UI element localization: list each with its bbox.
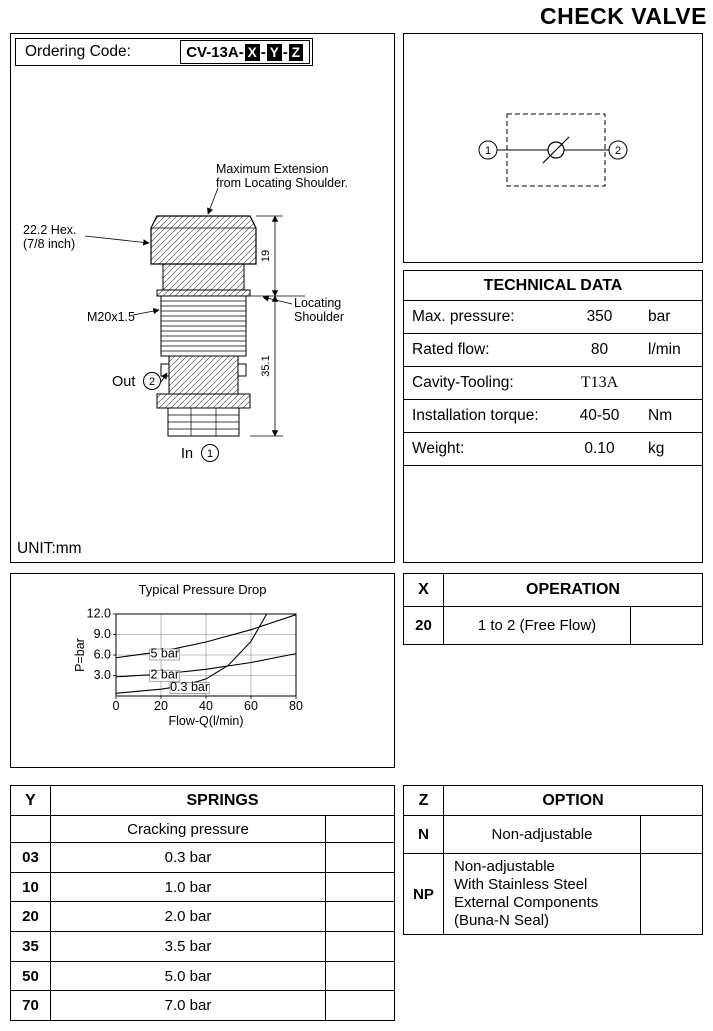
valve-out-port <box>161 364 169 376</box>
table-row <box>11 991 394 1020</box>
option-title: OPTION <box>542 791 604 809</box>
in-label: In <box>181 446 194 462</box>
svg-text:60: 60 <box>244 699 258 713</box>
chart-title: Typical Pressure Drop <box>138 582 267 597</box>
springs-table <box>10 785 395 1021</box>
spring-code: 35 <box>11 932 51 961</box>
technical-data-title: TECHNICAL DATA <box>404 271 702 301</box>
svg-text:12.0: 12.0 <box>86 606 111 621</box>
empty-cell <box>326 816 394 842</box>
annotation-max-extension: Maximum Extension <box>216 162 329 176</box>
empty-cell <box>326 843 394 872</box>
svg-text:80: 80 <box>289 699 303 713</box>
option-desc: Non-adjustable <box>444 816 641 853</box>
operation-table <box>403 573 703 645</box>
tech-label: Installation torque: <box>412 407 539 424</box>
spring-value: 2.0 bar <box>51 902 326 931</box>
technical-data-table <box>403 270 703 563</box>
svg-text:Flow-Q(l/min): Flow-Q(l/min) <box>168 714 244 728</box>
springs-code-column-header: Y <box>11 786 51 815</box>
annotation-shoulder: Shoulder <box>294 310 345 324</box>
valve-neck <box>163 264 244 290</box>
table-row <box>404 816 702 854</box>
annotation-locating: Locating <box>294 296 342 310</box>
option-desc <box>444 854 641 934</box>
annotation-hex-2: (7/8 inch) <box>23 237 76 251</box>
annotation-hex: 22.2 Hex. <box>23 223 77 237</box>
spring-code: 50 <box>11 962 51 991</box>
svg-text:20: 20 <box>154 699 168 713</box>
spring-code: 10 <box>11 873 51 902</box>
valve-locating-shoulder <box>157 290 250 296</box>
operation-title: OPERATION <box>526 581 620 598</box>
svg-text:40: 40 <box>199 699 213 713</box>
option-desc-line: Non-adjustable <box>454 858 555 875</box>
operation-code-column-header: X <box>404 574 444 606</box>
empty-cell <box>641 816 702 853</box>
tech-label: Cavity-Tooling: <box>412 374 514 391</box>
dimension-35-1-label: 35.1 <box>260 355 272 377</box>
springs-subheader <box>11 816 394 843</box>
svg-text:0.3 bar: 0.3 bar <box>170 679 210 694</box>
tech-unit: kg <box>648 440 665 457</box>
locating-shoulder-arrow <box>263 297 292 304</box>
page-title: CHECK VALVE <box>540 3 707 29</box>
annotation-max-extension-2: from Locating Shoulder. <box>216 176 349 190</box>
empty-cell <box>326 902 394 931</box>
tech-unit: Nm <box>648 407 673 424</box>
valve-body <box>169 356 238 394</box>
valve-hex-head <box>151 216 256 264</box>
option-desc-line: (Buna-N Seal) <box>454 912 550 929</box>
tech-value: 80 <box>590 341 609 358</box>
dimension-19-label: 19 <box>260 249 272 263</box>
tech-value: T13A <box>580 374 619 391</box>
ordering-code-x: X <box>245 44 260 61</box>
option-code: N <box>404 816 444 853</box>
svg-text:P=bar: P=bar <box>73 638 87 672</box>
option-code-column-header: Z <box>404 786 444 815</box>
tech-unit: bar <box>648 308 671 325</box>
pressure-drop-chart <box>11 600 396 765</box>
springs-header <box>11 786 394 816</box>
thread-arrow <box>133 310 159 315</box>
hex-arrow <box>85 236 149 243</box>
table-row <box>404 854 702 934</box>
port-1-number: 1 <box>206 448 214 460</box>
operation-desc: 1 to 2 (Free Flow) <box>444 607 631 644</box>
svg-text:5 bar: 5 bar <box>150 646 179 661</box>
empty-cell <box>326 991 394 1020</box>
empty-cell <box>326 932 394 961</box>
option-table <box>403 785 703 935</box>
table-row <box>11 873 394 903</box>
table-row <box>11 962 394 992</box>
svg-text:6.0: 6.0 <box>93 647 111 662</box>
tech-label: Rated flow: <box>412 341 490 358</box>
max-extension-arrow <box>208 188 218 214</box>
tech-unit: l/min <box>648 341 681 358</box>
springs-subtitle: Cracking pressure <box>51 816 326 842</box>
table-row <box>11 902 394 932</box>
unit-note: UNIT:mm <box>17 540 82 557</box>
option-desc-line: With Stainless Steel <box>454 876 588 893</box>
table-row <box>404 301 702 334</box>
spring-code: 20 <box>11 902 51 931</box>
spring-value: 0.3 bar <box>51 843 326 872</box>
tech-label: Max. pressure: <box>412 308 515 325</box>
valve-drawing <box>11 64 396 534</box>
ordering-code-sep: - <box>282 43 288 61</box>
option-header <box>404 786 702 816</box>
empty-cell <box>631 607 702 644</box>
ordering-code-sep: - <box>260 43 266 61</box>
table-row <box>404 400 702 433</box>
springs-rows <box>11 843 394 1020</box>
empty-cell <box>11 816 51 842</box>
springs-title: SPRINGS <box>186 791 259 809</box>
ordering-code-box <box>15 38 313 66</box>
schematic-port-2-number: 2 <box>614 145 622 157</box>
spring-code: 70 <box>11 991 51 1020</box>
ordering-code-prefix: CV-13A- <box>186 43 244 61</box>
empty-cell <box>326 962 394 991</box>
empty-cell <box>641 854 702 934</box>
operation-header <box>404 574 702 607</box>
table-row <box>404 433 702 466</box>
table-row <box>404 367 702 400</box>
out-label: Out <box>112 374 136 390</box>
tech-value: 350 <box>586 308 613 325</box>
port-2-number: 2 <box>148 376 156 388</box>
svg-text:3.0: 3.0 <box>93 668 111 682</box>
spring-value: 3.5 bar <box>51 932 326 961</box>
table-row <box>404 334 702 367</box>
table-row <box>11 932 394 962</box>
tech-value: 0.10 <box>584 440 615 457</box>
pressure-drop-chart-box <box>10 573 395 768</box>
annotation-thread: M20x1.5 <box>87 310 135 324</box>
table-row <box>11 843 394 873</box>
valve-schematic <box>404 34 702 262</box>
option-code: NP <box>404 854 444 934</box>
tech-label: Weight: <box>412 440 465 457</box>
option-desc-line: External Components <box>454 894 599 911</box>
schematic-port-1-number: 1 <box>484 145 492 157</box>
spring-code: 03 <box>11 843 51 872</box>
spring-value: 7.0 bar <box>51 991 326 1020</box>
empty-cell <box>326 873 394 902</box>
drawing-section <box>10 33 395 563</box>
svg-text:0: 0 <box>112 699 120 713</box>
spring-value: 5.0 bar <box>51 962 326 991</box>
tech-value: 40-50 <box>579 407 620 424</box>
ordering-code-y: Y <box>267 44 282 61</box>
spring-value: 1.0 bar <box>51 873 326 902</box>
operation-code: 20 <box>404 607 444 644</box>
ordering-code-label: Ordering Code: <box>25 43 131 60</box>
table-row <box>404 607 702 644</box>
ordering-code-z: Z <box>289 44 303 61</box>
svg-text:2 bar: 2 bar <box>150 667 179 682</box>
valve-lower-flange <box>157 394 250 408</box>
schematic-section <box>403 33 703 263</box>
ordering-code-value <box>180 40 310 64</box>
svg-text:9.0: 9.0 <box>93 627 111 641</box>
